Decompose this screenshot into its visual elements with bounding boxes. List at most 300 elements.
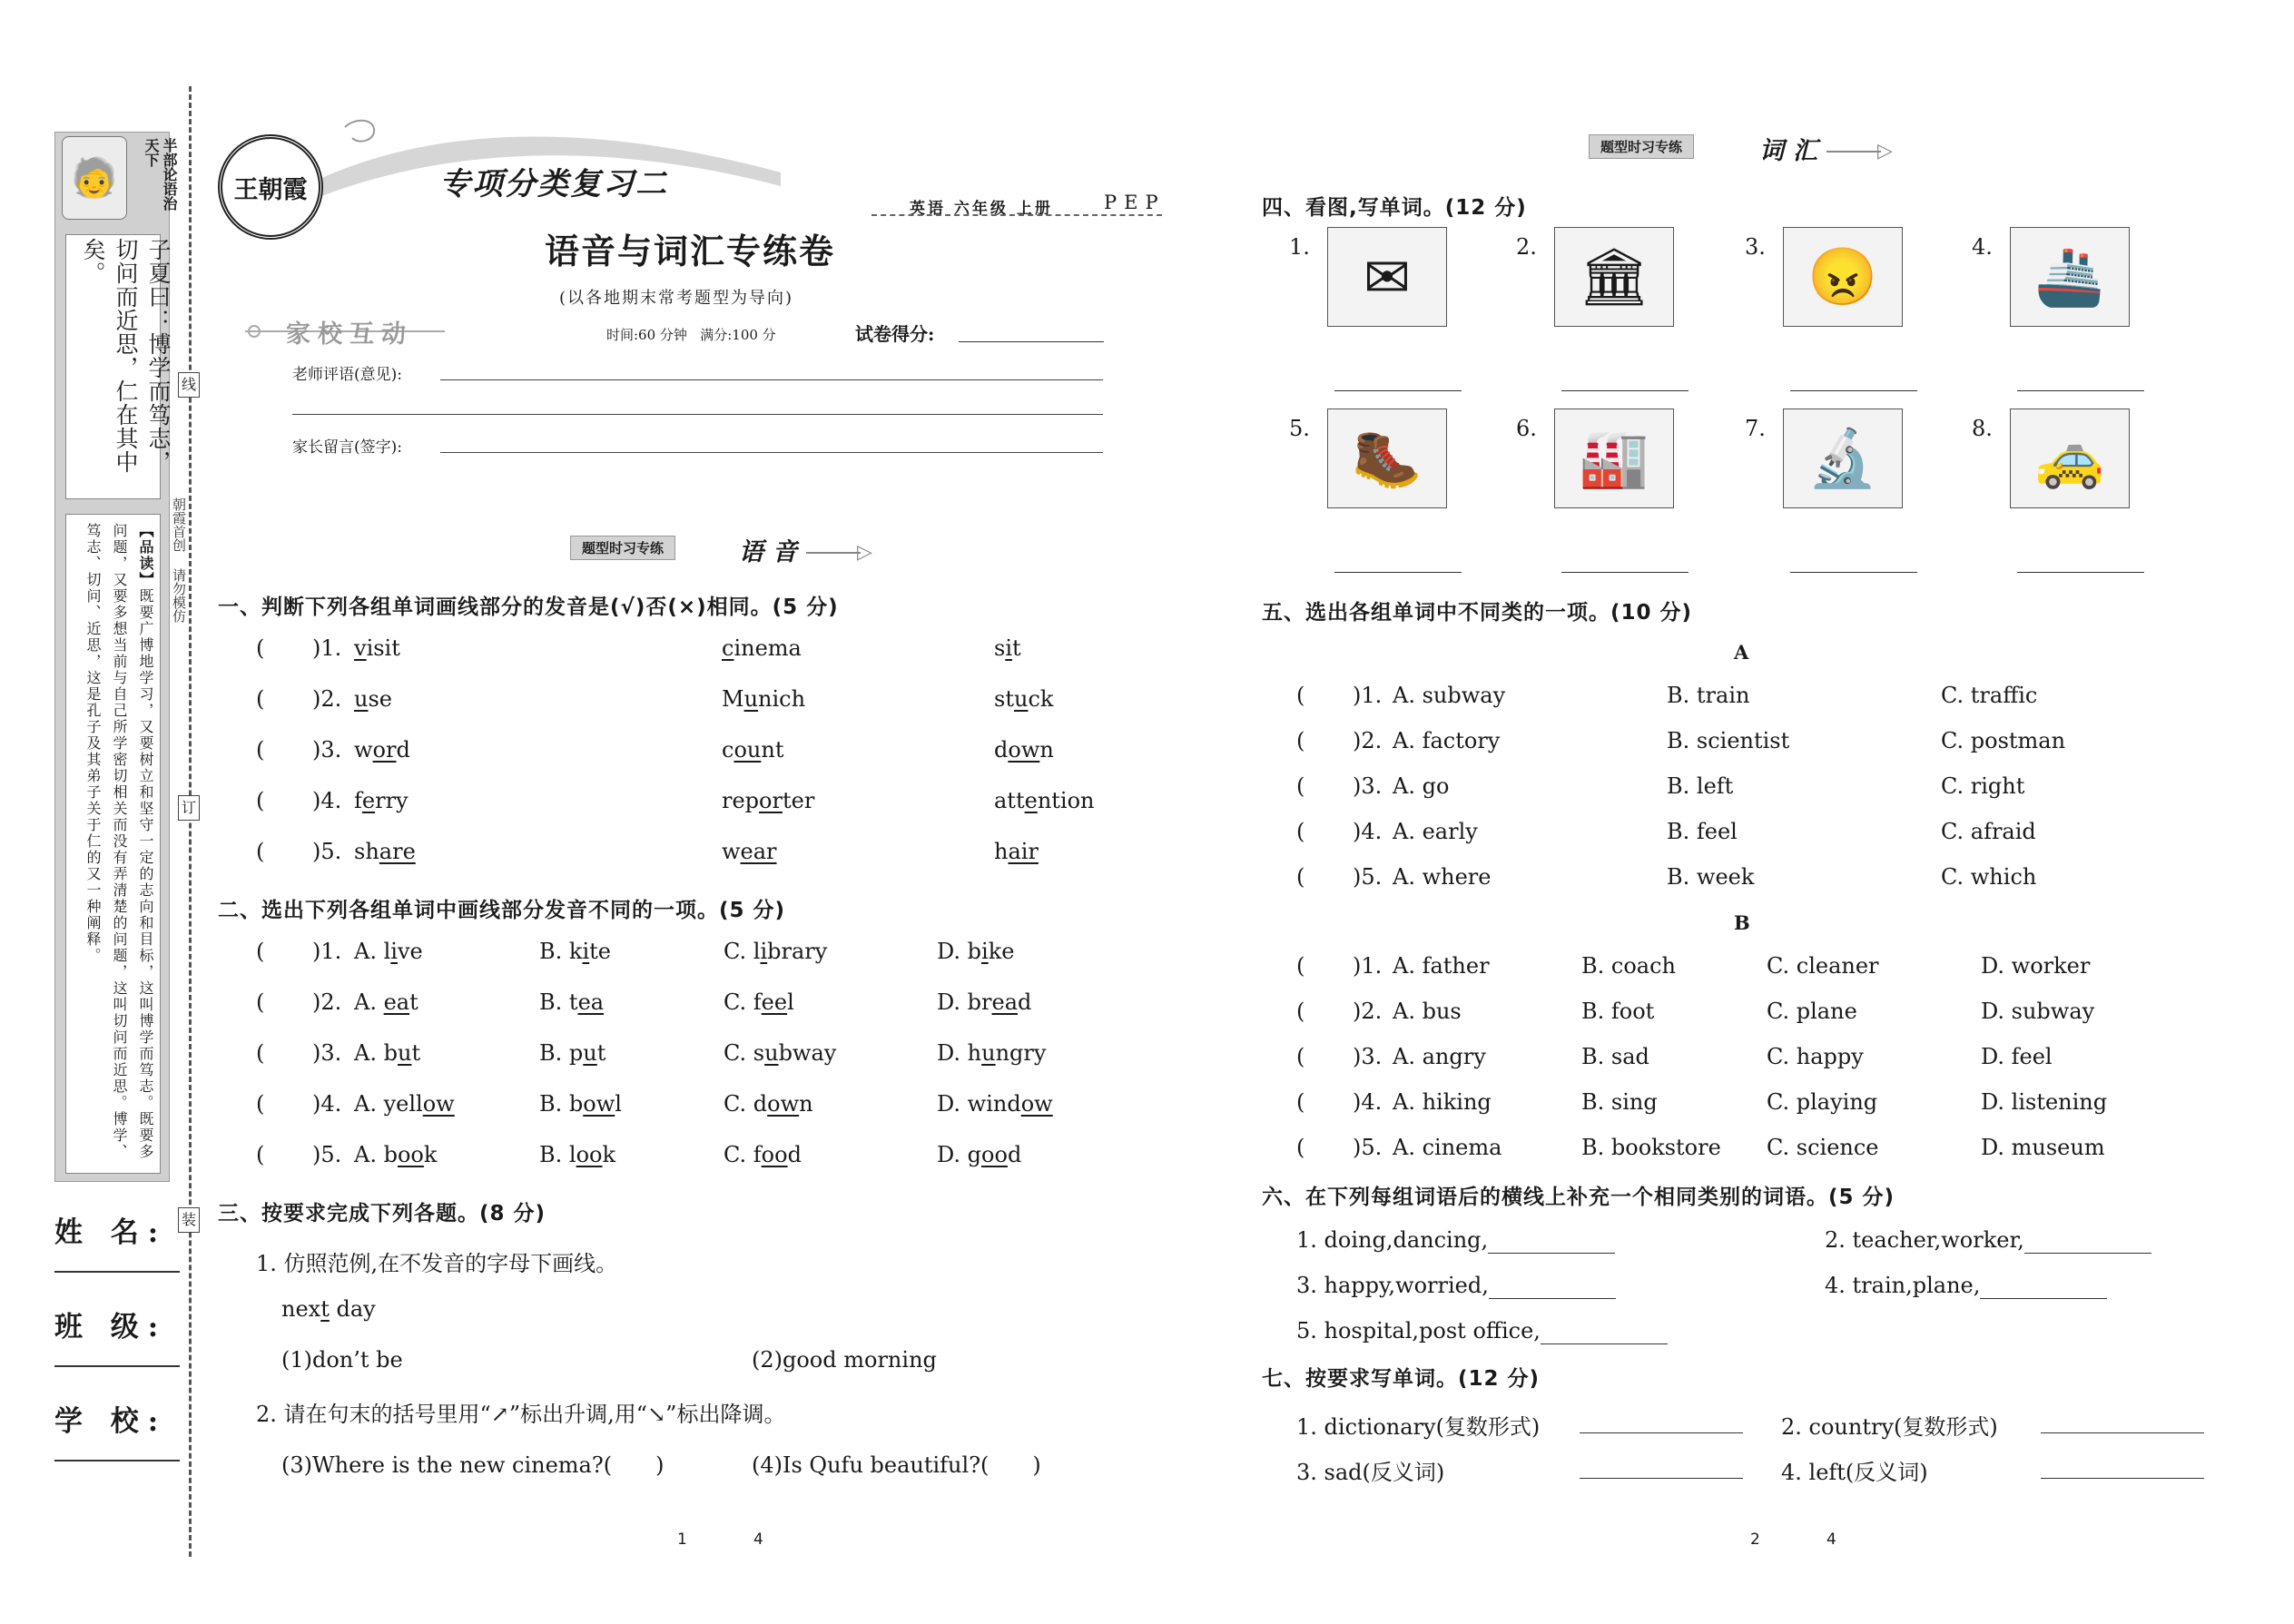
- answer-blank[interactable]: [1980, 1273, 2107, 1299]
- word: [722, 788, 814, 813]
- word-underlined: i: [582, 939, 590, 964]
- section7-item3: 3. sad(反义词): [1296, 1460, 1445, 1485]
- option[interactable]: C. afraid: [1941, 819, 2036, 844]
- word-underlined: i: [760, 939, 768, 964]
- word-underlined: ow: [583, 1091, 615, 1117]
- word: [722, 686, 805, 712]
- word: [722, 839, 777, 864]
- edition-label: PEP: [1104, 192, 1166, 213]
- word-underlined: c: [722, 635, 734, 661]
- grade-info: 英语 六年级 上册: [910, 200, 1053, 218]
- option[interactable]: [724, 1142, 802, 1167]
- picture-number: 7.: [1745, 416, 1766, 441]
- answer-bracket[interactable]: (: [256, 1091, 265, 1117]
- postcard-icon: [1327, 227, 1447, 327]
- answer-bracket[interactable]: (: [256, 737, 265, 763]
- word-post: n: [799, 1091, 813, 1117]
- exam-title: 语音与词汇专练卷: [545, 231, 836, 271]
- word: [994, 686, 1053, 712]
- word-pre: l: [753, 939, 761, 964]
- word-underlined: e: [361, 788, 376, 813]
- word: [354, 686, 392, 712]
- question-number: )2.: [312, 989, 342, 1015]
- banner-name: 语音: [739, 538, 806, 566]
- word: [722, 737, 783, 763]
- arrow-icon: ▷: [857, 541, 872, 564]
- answer-bracket[interactable]: (: [1296, 864, 1305, 890]
- option[interactable]: [539, 1091, 622, 1117]
- answer-blank[interactable]: [1790, 572, 1917, 573]
- factory-icon: [1554, 408, 1674, 508]
- option[interactable]: A. subway: [1393, 683, 1506, 708]
- answer-blank[interactable]: [2017, 572, 2144, 573]
- option-letter: B.: [539, 939, 569, 964]
- example-pre: nex: [281, 1296, 321, 1322]
- section6-item4: [1825, 1273, 2107, 1299]
- question-number: )1.: [312, 635, 342, 661]
- binding-char: 线: [178, 372, 200, 398]
- answer-bracket[interactable]: (: [1296, 999, 1305, 1024]
- word-post: n: [1039, 737, 1054, 763]
- word-underlined: ea: [383, 989, 410, 1015]
- name-field[interactable]: [54, 1271, 180, 1273]
- section3-example: [281, 1296, 376, 1322]
- word-underlined: u: [764, 1040, 779, 1066]
- postcard-icon-glyph: ✉: [1364, 243, 1411, 310]
- word-post: t: [411, 1040, 421, 1066]
- option[interactable]: C. cleaner: [1767, 953, 1879, 979]
- page-number: 1: [677, 1530, 687, 1549]
- word-underlined: ea: [991, 989, 1019, 1015]
- picture-number: 3.: [1745, 234, 1766, 260]
- option[interactable]: [354, 1091, 455, 1117]
- option[interactable]: [937, 1091, 1053, 1117]
- option[interactable]: A. factory: [1393, 728, 1501, 753]
- hiking-man-icon-glyph: 🥾: [1352, 425, 1423, 491]
- option[interactable]: B. sing: [1581, 1089, 1658, 1115]
- word-underlined: ear: [740, 839, 777, 864]
- header-divider: [871, 214, 1162, 216]
- word-pre: st: [994, 686, 1014, 712]
- answer-bracket[interactable]: (: [1296, 728, 1305, 753]
- taxi-icon-glyph: 🚕: [2034, 425, 2105, 491]
- picture-number: 8.: [1972, 416, 1993, 441]
- word-pre: w: [722, 839, 741, 864]
- sidebar-motto: 半部论语治天下: [143, 138, 178, 211]
- word-post: d: [787, 1142, 802, 1167]
- option[interactable]: [539, 1040, 605, 1066]
- word-underlined: oo: [397, 1142, 424, 1167]
- answer-bracket[interactable]: (: [1296, 819, 1305, 844]
- picture-number: 2.: [1516, 234, 1537, 260]
- section7-title: 七、按要求写单词。(12 分): [1262, 1367, 1541, 1391]
- word-pre: yell: [383, 1091, 423, 1117]
- option[interactable]: D. museum: [1981, 1135, 2105, 1160]
- question-number: )2.: [1353, 999, 1383, 1024]
- option-letter: A.: [354, 1091, 384, 1117]
- option-letter: C.: [724, 989, 753, 1015]
- group-a-heading: A: [1734, 641, 1749, 664]
- exam-duration: 时间:60 分钟: [606, 327, 687, 343]
- question-number: )4.: [312, 1091, 342, 1117]
- option[interactable]: [937, 989, 1031, 1015]
- option[interactable]: C. playing: [1767, 1089, 1878, 1115]
- option[interactable]: A. go: [1393, 773, 1450, 799]
- option[interactable]: A. father: [1393, 953, 1490, 979]
- picture-number: 1.: [1289, 234, 1310, 260]
- name-label: 姓 名:: [54, 1216, 168, 1249]
- option[interactable]: A. early: [1393, 819, 1478, 844]
- exam-subtitle: (以各地期末常考题型为导向): [559, 289, 794, 308]
- word-post: se: [368, 686, 392, 712]
- score-label: 试卷得分:: [855, 323, 935, 345]
- ship-icon-glyph: 🚢: [2034, 243, 2105, 310]
- option[interactable]: B. left: [1667, 773, 1734, 799]
- section2-title: 二、选出下列各组单词中画线部分发音不同的一项。(5 分): [218, 899, 786, 922]
- option[interactable]: [354, 939, 423, 964]
- option[interactable]: D. listening: [1981, 1089, 2108, 1115]
- word-underlined: air: [1008, 839, 1039, 864]
- section1-list: [256, 635, 1095, 890]
- answer-blank[interactable]: [1489, 1273, 1616, 1299]
- answer-bracket[interactable]: (: [256, 989, 265, 1015]
- option[interactable]: [354, 989, 418, 1015]
- binding-cut-line: [189, 86, 192, 1557]
- word-underlined: are: [379, 839, 416, 864]
- option[interactable]: B. bookstore: [1581, 1135, 1721, 1160]
- phonetics-banner: [570, 532, 870, 565]
- answer-bracket[interactable]: (: [1296, 953, 1305, 979]
- word-post: l: [615, 1091, 622, 1117]
- option[interactable]: D. worker: [1981, 953, 2091, 979]
- option-letter: B.: [539, 989, 569, 1015]
- option[interactable]: D. feel: [1981, 1044, 2053, 1069]
- reading-note-text: 既要广博地学习，又要树立和坚守一定的志向和目标，这叫博学而笃志。既要多问题，又要多想当前与自己所学密切相关而没有弄清楚的问题，这叫切问而近思。博学、笃志、切问、近思，这是孔子及其弟子关于仁的又一种阐释。: [84, 523, 154, 1160]
- arrow-icon: ▷: [1877, 140, 1893, 162]
- option-letter: D.: [937, 1040, 968, 1066]
- banner-tag: 题型时习专练: [1589, 134, 1694, 159]
- word-underlined: i: [981, 939, 989, 964]
- answer-bracket[interactable]: (: [1296, 1135, 1305, 1160]
- section7-item4: 4. left(反义词): [1781, 1460, 1928, 1485]
- word-underlined: ow: [767, 1091, 800, 1117]
- option[interactable]: [354, 1040, 420, 1066]
- option[interactable]: [724, 939, 827, 964]
- word-pre: att: [994, 788, 1025, 813]
- question-number: )4.: [1353, 1089, 1383, 1115]
- section5-title: 五、选出各组单词中不同类的一项。(10 分): [1262, 601, 1693, 625]
- answer-blank[interactable]: [1488, 1227, 1615, 1254]
- option[interactable]: C. happy: [1767, 1044, 1864, 1069]
- class-label: 班 级:: [54, 1311, 168, 1343]
- word: [722, 635, 802, 661]
- answer-blank[interactable]: [1334, 390, 1462, 391]
- section3-item1[interactable]: (1)don’t be: [281, 1347, 403, 1373]
- answer-blank[interactable]: [2017, 390, 2144, 391]
- analects-quote: 子夏曰：博学而笃志，切问而近思，仁在其中矣。: [80, 238, 172, 474]
- answer-blank[interactable]: [1541, 1318, 1668, 1344]
- option-letter: C.: [724, 1142, 753, 1167]
- option[interactable]: [539, 1142, 615, 1167]
- museum-building-icon-glyph: 🏛: [1578, 243, 1650, 310]
- word: [354, 839, 416, 864]
- word-underlined: ow: [1020, 1091, 1053, 1117]
- confucius-icon: 🧓: [62, 136, 127, 220]
- section6-item2: [1825, 1227, 2151, 1254]
- word-pre: g: [967, 1142, 982, 1167]
- section7-item2: 2. country(复数形式): [1781, 1414, 1998, 1440]
- word-post: t: [1012, 635, 1021, 661]
- option[interactable]: B. coach: [1581, 953, 1676, 979]
- word: [994, 737, 1054, 763]
- word-post: d: [396, 737, 410, 763]
- word-pre: f: [753, 989, 762, 1015]
- option[interactable]: B. foot: [1581, 999, 1655, 1024]
- answer-bracket[interactable]: (: [1296, 1089, 1305, 1115]
- section3-item2[interactable]: (2)good morning: [752, 1347, 937, 1373]
- option-letter: B.: [539, 1142, 569, 1167]
- word-pre: h: [967, 1040, 982, 1066]
- reading-note-label: 【品读】: [137, 523, 154, 588]
- option[interactable]: [539, 939, 611, 964]
- option[interactable]: C. science: [1767, 1135, 1879, 1160]
- word-underlined: v: [354, 635, 367, 661]
- option[interactable]: [724, 1040, 836, 1066]
- word-post: d: [1007, 1142, 1022, 1167]
- word-pre: k: [568, 939, 583, 964]
- section3-title: 三、按要求完成下列各题。(8 分): [218, 1202, 546, 1225]
- option[interactable]: C. plane: [1767, 999, 1857, 1024]
- option-letter: A.: [354, 1040, 384, 1066]
- answer-bracket[interactable]: (: [256, 1142, 265, 1167]
- option[interactable]: C. which: [1941, 864, 2037, 890]
- word-pre: f: [753, 1142, 762, 1167]
- section5-group-b: [1296, 953, 2204, 1180]
- option[interactable]: [539, 989, 604, 1015]
- word-post: te: [589, 939, 611, 964]
- option-letter: A.: [354, 939, 384, 964]
- word-underlined: u: [981, 1040, 996, 1066]
- word-underlined: u: [397, 1040, 412, 1066]
- word-post: k: [602, 1142, 616, 1167]
- answer-blank[interactable]: [1561, 390, 1689, 391]
- answer-blank[interactable]: [1561, 572, 1689, 573]
- section6-item2-text: 2. teacher,worker,: [1825, 1227, 2024, 1253]
- word-underlined: oo: [981, 1142, 1008, 1167]
- option[interactable]: A. cinema: [1393, 1135, 1502, 1160]
- answer-bracket[interactable]: (: [256, 635, 265, 661]
- answer-bracket[interactable]: (: [256, 839, 265, 864]
- word-pre: h: [994, 839, 1009, 864]
- word-underlined: i: [1005, 635, 1013, 661]
- question-number: )3.: [312, 737, 342, 763]
- section5-group-a: [1296, 683, 2204, 910]
- banner-tag: 题型时习专练: [570, 536, 675, 560]
- word-underlined: oo: [761, 1142, 788, 1167]
- answer-bracket[interactable]: (: [1296, 1044, 1305, 1069]
- word-pre: wind: [967, 1091, 1021, 1117]
- teacher-comment-field[interactable]: [440, 379, 1103, 380]
- word-underlined: ea: [577, 989, 605, 1015]
- section3-item4[interactable]: (4)Is Qufu beautiful?( ): [752, 1452, 1041, 1478]
- word-underlined: u: [743, 686, 759, 712]
- answer-blank[interactable]: [2041, 1432, 2204, 1433]
- example-post: day: [329, 1296, 376, 1322]
- option[interactable]: B. week: [1667, 864, 1755, 890]
- answer-blank[interactable]: [1790, 390, 1917, 391]
- option[interactable]: A. bus: [1393, 999, 1462, 1024]
- option[interactable]: A. where: [1393, 864, 1492, 890]
- section4-title: 四、看图,写单词。(12 分): [1262, 196, 1527, 220]
- question-number: )2.: [312, 686, 342, 712]
- question-number: )3.: [1353, 773, 1383, 799]
- word: [994, 635, 1021, 661]
- binding-note: 朝霞首创 请勿模仿: [171, 497, 187, 623]
- word-pre: s: [753, 1040, 765, 1066]
- section6-item3: [1296, 1273, 1616, 1299]
- binding-char: 订: [178, 795, 200, 821]
- word-post: inema: [733, 635, 802, 661]
- factory-icon-glyph: 🏭: [1579, 425, 1649, 491]
- option[interactable]: [724, 989, 794, 1015]
- word-pre: sh: [354, 839, 379, 864]
- section3-q2: 2. 请在句末的括号里用“↗”标出升调,用“↘”标出降调。: [256, 1402, 786, 1427]
- group-b-heading: B: [1734, 911, 1750, 934]
- answer-bracket[interactable]: (: [256, 939, 265, 964]
- option[interactable]: [937, 1142, 1021, 1167]
- word: [354, 737, 410, 763]
- word: [354, 788, 409, 813]
- option-letter: A.: [354, 989, 384, 1015]
- option[interactable]: B. feel: [1667, 819, 1738, 844]
- option[interactable]: [937, 1040, 1046, 1066]
- picture-number: 6.: [1516, 416, 1537, 441]
- word-underlined: or: [759, 788, 783, 813]
- school-field[interactable]: [54, 1460, 180, 1462]
- word-post: nich: [758, 686, 806, 712]
- section6-item1-text: 1. doing,dancing,: [1296, 1227, 1489, 1253]
- parent-comment-field[interactable]: [440, 452, 1103, 453]
- score-field[interactable]: [959, 341, 1104, 342]
- option[interactable]: [354, 1142, 437, 1167]
- answer-bracket[interactable]: (: [256, 1040, 265, 1066]
- angry-girl-icon-glyph: 😠: [1807, 243, 1878, 310]
- option[interactable]: A. angry: [1393, 1044, 1486, 1069]
- section3-item3[interactable]: (3)Where is the new cinema?( ): [281, 1452, 665, 1478]
- teacher-comment-label: 老师评语(意见):: [292, 366, 402, 384]
- word-post: brary: [767, 939, 828, 964]
- answer-bracket[interactable]: (: [256, 686, 265, 712]
- word-post: t: [596, 1040, 606, 1066]
- word-pre: b: [383, 1142, 398, 1167]
- question-number: )1.: [1353, 683, 1383, 708]
- answer-bracket[interactable]: (: [1296, 683, 1305, 708]
- answer-bracket[interactable]: (: [1296, 773, 1305, 799]
- page-number: 4: [1826, 1530, 1836, 1549]
- class-field[interactable]: [54, 1365, 180, 1367]
- word: [354, 635, 400, 661]
- teacher-comment-field-2[interactable]: [292, 414, 1103, 415]
- option[interactable]: B. scientist: [1667, 728, 1790, 753]
- binding-char: 装: [178, 1207, 200, 1233]
- option-letter: D.: [937, 939, 968, 964]
- word-post: t: [409, 989, 418, 1015]
- option[interactable]: C. postman: [1941, 728, 2066, 753]
- word-post: ngry: [995, 1040, 1047, 1066]
- word-pre: p: [568, 1040, 584, 1066]
- word: [994, 839, 1039, 864]
- taxi-icon: [2010, 408, 2130, 508]
- word-underlined: oo: [576, 1142, 603, 1167]
- option[interactable]: [724, 1091, 813, 1117]
- word-pre: w: [354, 737, 373, 763]
- scientist-microscope-icon: [1783, 408, 1903, 508]
- option[interactable]: B. train: [1667, 683, 1750, 708]
- option[interactable]: [937, 939, 1014, 964]
- word-pre: br: [967, 989, 992, 1015]
- word-pre: c: [722, 737, 734, 763]
- word-pre: M: [722, 686, 744, 712]
- answer-blank[interactable]: [2041, 1478, 2204, 1479]
- word-pre: d: [753, 1091, 768, 1117]
- word-underlined: ow: [1008, 737, 1040, 763]
- option-letter: B.: [539, 1091, 569, 1117]
- section6-item5-text: 5. hospital,post office,: [1296, 1318, 1541, 1343]
- word-post: nt: [761, 737, 784, 763]
- word-pre: b: [967, 939, 982, 964]
- word-post: ck: [1028, 686, 1054, 712]
- option-letter: D.: [937, 1091, 968, 1117]
- option-letter: D.: [937, 989, 968, 1015]
- word-underlined: u: [354, 686, 369, 712]
- option[interactable]: C. traffic: [1941, 683, 2038, 708]
- answer-bracket[interactable]: (: [256, 788, 265, 813]
- answer-blank[interactable]: [2024, 1227, 2151, 1254]
- question-number: )4.: [312, 788, 342, 813]
- brand-logo: [218, 134, 323, 240]
- reading-note: [80, 523, 159, 1167]
- vocabulary-banner: [1589, 131, 1897, 163]
- option[interactable]: C. right: [1941, 773, 2025, 799]
- word-post: k: [423, 1142, 438, 1167]
- question-number: )5.: [1353, 864, 1383, 890]
- option[interactable]: D. subway: [1981, 999, 2095, 1024]
- answer-blank[interactable]: [1334, 572, 1462, 573]
- section6-item3-text: 3. happy,worried,: [1296, 1273, 1489, 1298]
- question-number: )1.: [1353, 953, 1383, 979]
- word-underlined: e: [1024, 788, 1038, 813]
- series-title: 专项分类复习二: [439, 166, 668, 202]
- option[interactable]: A. hiking: [1393, 1089, 1492, 1115]
- exam-full-score: 满分:100 分: [700, 327, 776, 343]
- word-underlined: u: [583, 1040, 597, 1066]
- question-number: )5.: [312, 839, 342, 864]
- answer-blank[interactable]: [1580, 1432, 1743, 1433]
- answer-blank[interactable]: [1580, 1478, 1743, 1479]
- word-underlined: ow: [422, 1091, 455, 1117]
- section6-item4-text: 4. train,plane,: [1825, 1273, 1981, 1298]
- word-post: ve: [397, 939, 423, 964]
- parent-comment-label: 家长留言(签字):: [292, 438, 402, 457]
- word-pre: b: [568, 1091, 584, 1117]
- page-number: 4: [753, 1530, 763, 1549]
- section4-picture-grid: [1289, 227, 2242, 581]
- word-pre: s: [994, 635, 1006, 661]
- word-underlined: u: [1013, 686, 1029, 712]
- option-letter: A.: [354, 1142, 384, 1167]
- word-pre: t: [568, 989, 578, 1015]
- option[interactable]: B. sad: [1581, 1044, 1649, 1069]
